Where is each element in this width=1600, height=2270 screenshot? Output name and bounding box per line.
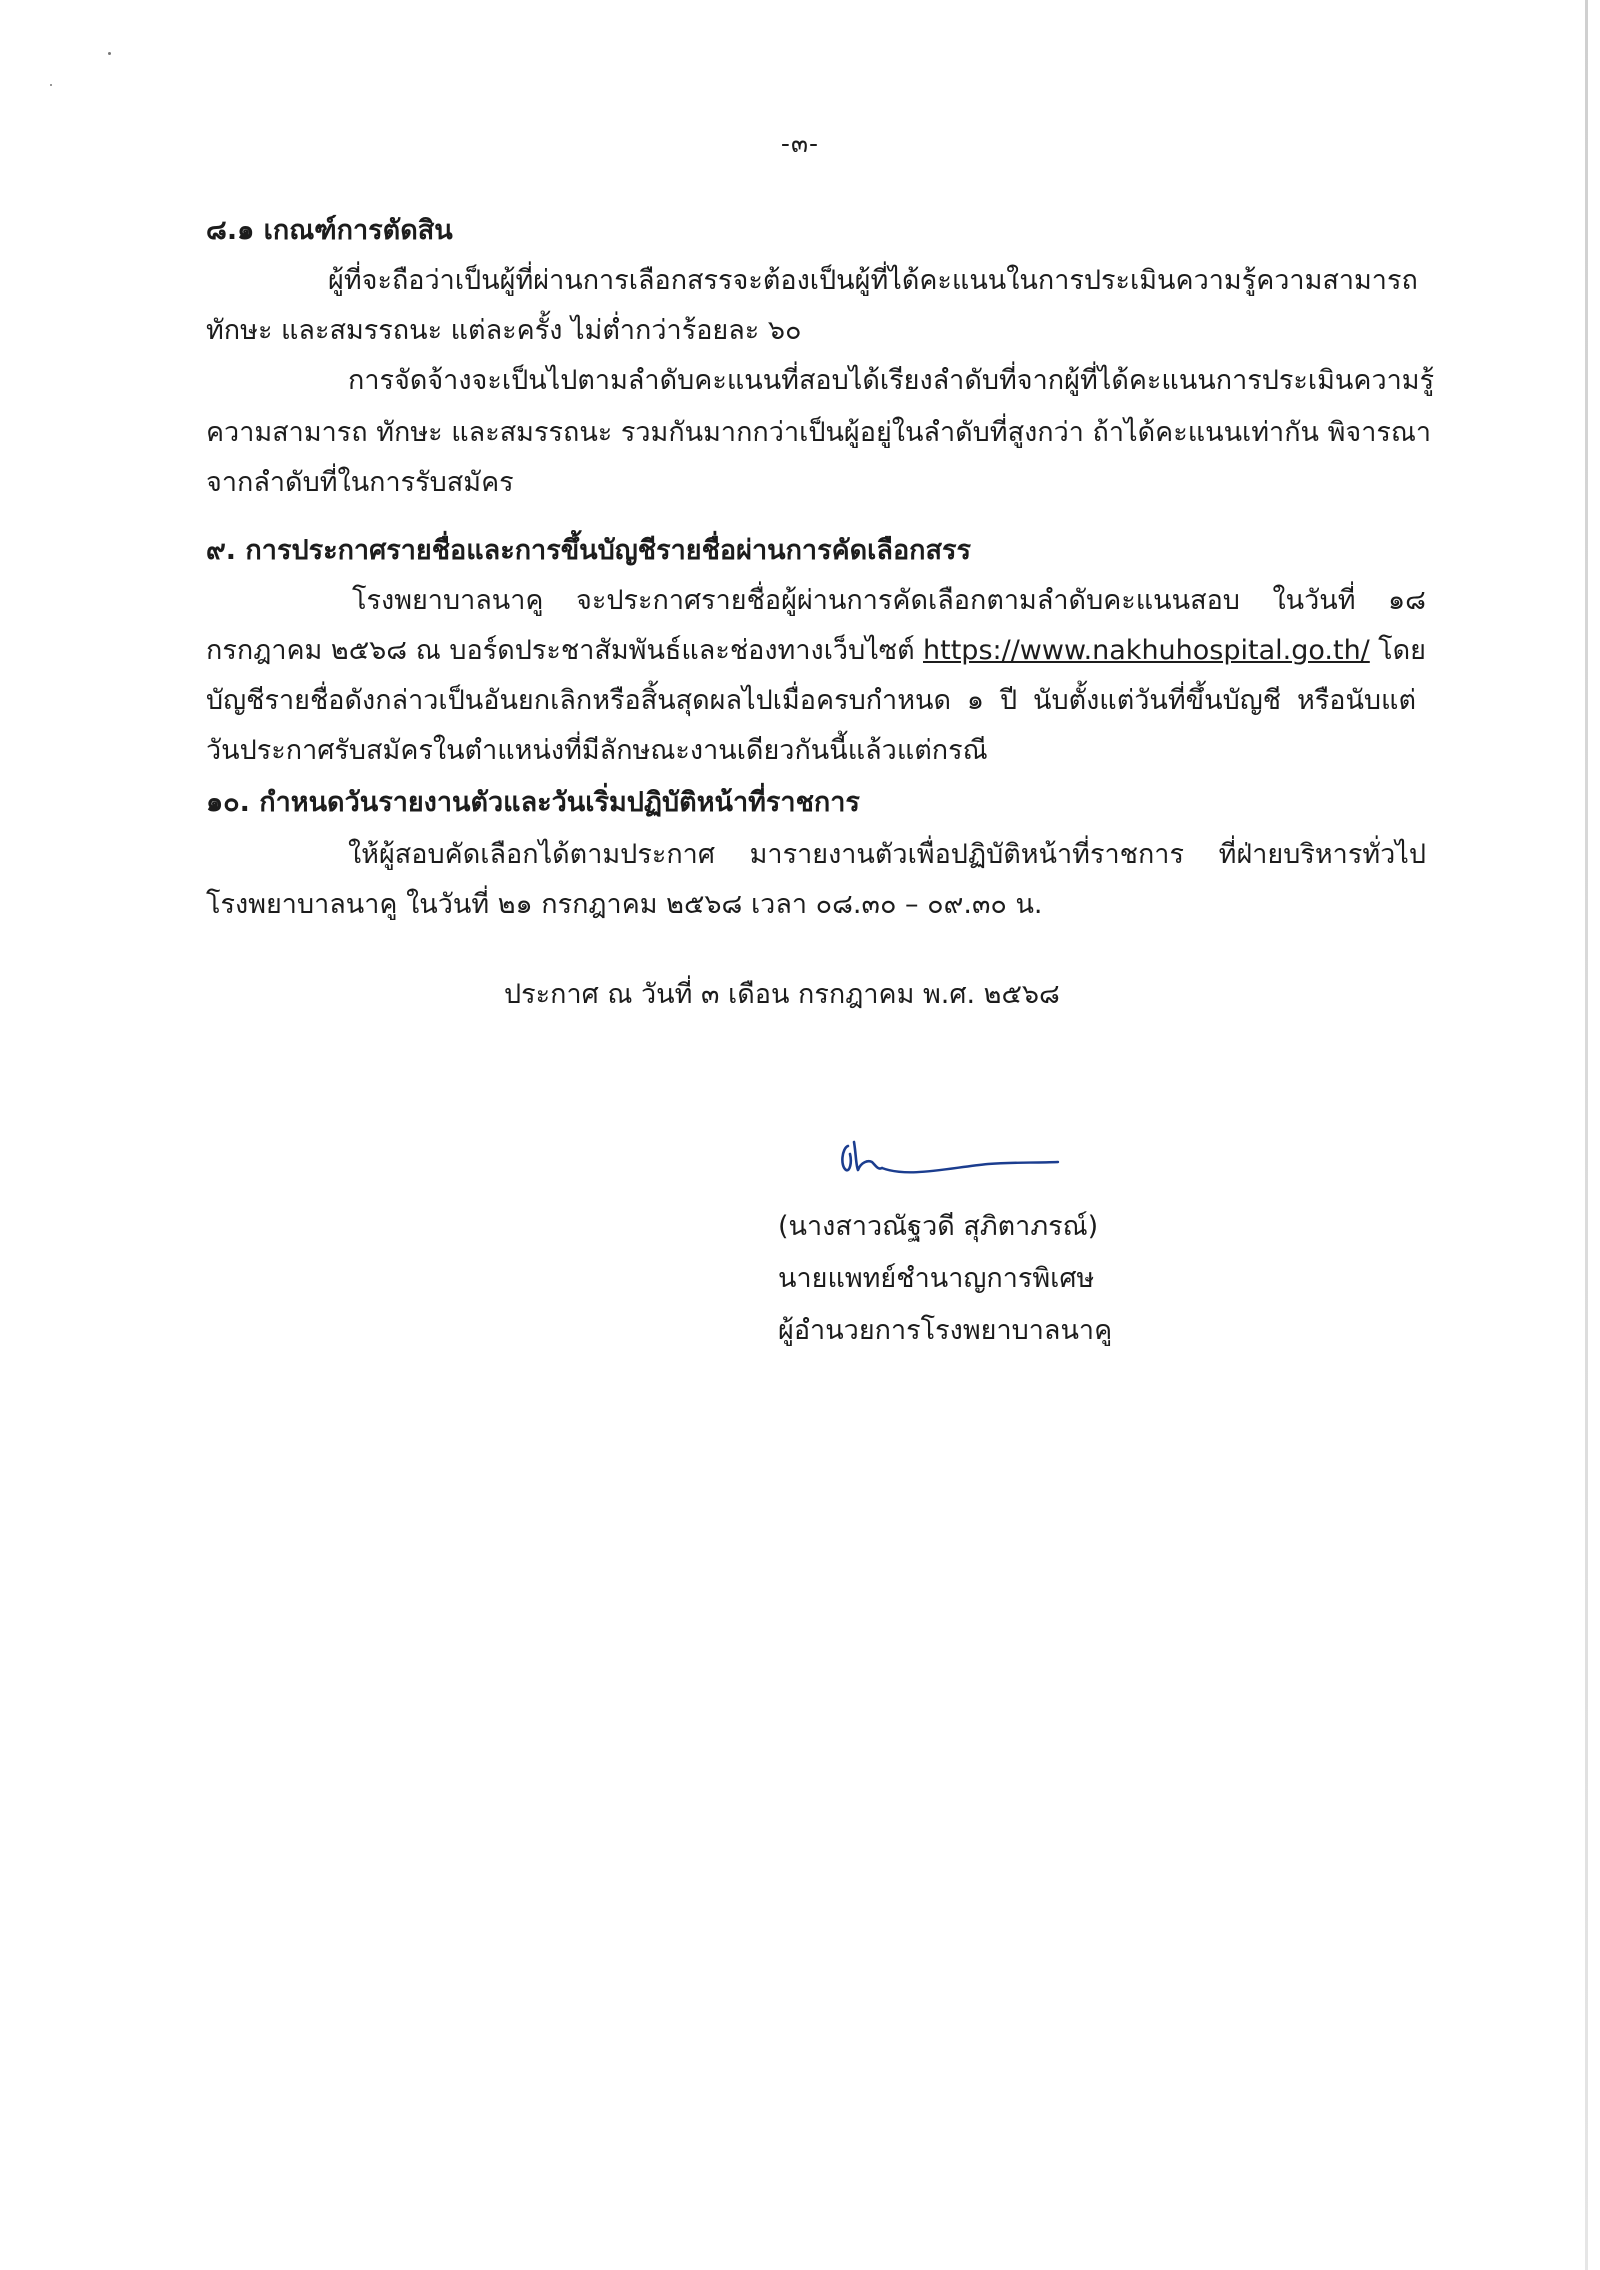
signatory-position-1: นายแพทย์ชำนาญการพิเศษ	[778, 1263, 1095, 1294]
scan-edge	[1585, 0, 1588, 2270]
section-8-1-para2-line2: ความสามารถ ทักษะ และสมรรถนะ รวมกันมากกว่าเป็นผู้อยู่ในลำดับที่สูงกว่า ถ้าได้คะแนนเท่ากัน พิจารณา	[206, 417, 1432, 448]
section-9-heading: ๙. การประกาศรายชื่อและการขึ้นบัญชีรายชื่อผ่านการคัดเลือกสรร	[206, 535, 971, 566]
page-number: -๓-	[780, 129, 820, 158]
section-8-1-para2-line1: การจัดจ้างจะเป็นไปตามลำดับคะแนนที่สอบได้เรียงลำดับที่จากผู้ที่ได้คะแนนการประเมินความรู้	[348, 365, 1435, 396]
section-10-line2: โรงพยาบาลนาคู ในวันที่ ๒๑ กรกฎาคม ๒๕๖๘ เวลา ๐๘.๓๐ – ๐๙.๓๐ น.	[206, 889, 1043, 920]
section-8-1-heading: ๘.๑ เกณฑ์การตัดสิน	[206, 215, 453, 246]
scan-speck	[50, 84, 52, 86]
section-9-line2-text: กรกฎาคม ๒๕๖๘ ณ บอร์ดประชาสัมพันธ์และช่องทางเว็บไซต์	[206, 635, 915, 666]
signatory-name: (นางสาวณัฐวดี สุภิตาภรณ์)	[778, 1211, 1099, 1242]
section-8-1-para2-line3: จากลำดับที่ในการรับสมัคร	[206, 467, 514, 498]
section-9-line3: บัญชีรายชื่อดังกล่าวเป็นอันยกเลิกหรือสิ้นสุดผลไปเมื่อครบกำหนด ๑ ปี นับตั้งแต่วันที่ขึ้นบัญชี หรือนับแต่	[206, 685, 1416, 716]
website-link[interactable]: https://www.nakhuhospital.go.th/	[923, 635, 1370, 666]
signatory-position-2: ผู้อำนวยการโรงพยาบาลนาคู	[778, 1315, 1113, 1346]
section-9-line4: วันประกาศรับสมัครในตำแหน่งที่มีลักษณะงานเดียวกันนี้แล้วแต่กรณี	[206, 735, 988, 766]
announcement-date: ประกาศ ณ วันที่ ๓ เดือน กรกฎาคม พ.ศ. ๒๕๖๘	[504, 979, 1060, 1010]
section-9-line1: โรงพยาบาลนาคู จะประกาศรายชื่อผู้ผ่านการคัดเลือกตามลำดับคะแนนสอบ ในวันที่ ๑๘	[352, 585, 1426, 616]
section-10-line1: ให้ผู้สอบคัดเลือกได้ตามประกาศ มารายงานตัวเพื่อปฏิบัติหน้าที่ราชการ ที่ฝ่ายบริหารทั่วไป	[348, 839, 1426, 870]
section-8-1-para1-line2: ทักษะ และสมรรถนะ แต่ละครั้ง ไม่ต่ำกว่าร้อยละ ๖๐	[206, 315, 802, 346]
signature-image	[828, 1118, 1068, 1198]
scan-speck	[108, 52, 111, 55]
section-10-heading: ๑๐. กำหนดวันรายงานตัวและวันเริ่มปฏิบัติหน้าที่ราชการ	[206, 787, 860, 818]
section-9-line2-suffix: โดย	[1378, 635, 1426, 666]
section-8-1-para1-line1: ผู้ที่จะถือว่าเป็นผู้ที่ผ่านการเลือกสรรจะต้องเป็นผู้ที่ได้คะแนนในการประเมินความรู้ความสามารถ	[328, 265, 1418, 296]
section-9-line2	[206, 634, 1426, 668]
